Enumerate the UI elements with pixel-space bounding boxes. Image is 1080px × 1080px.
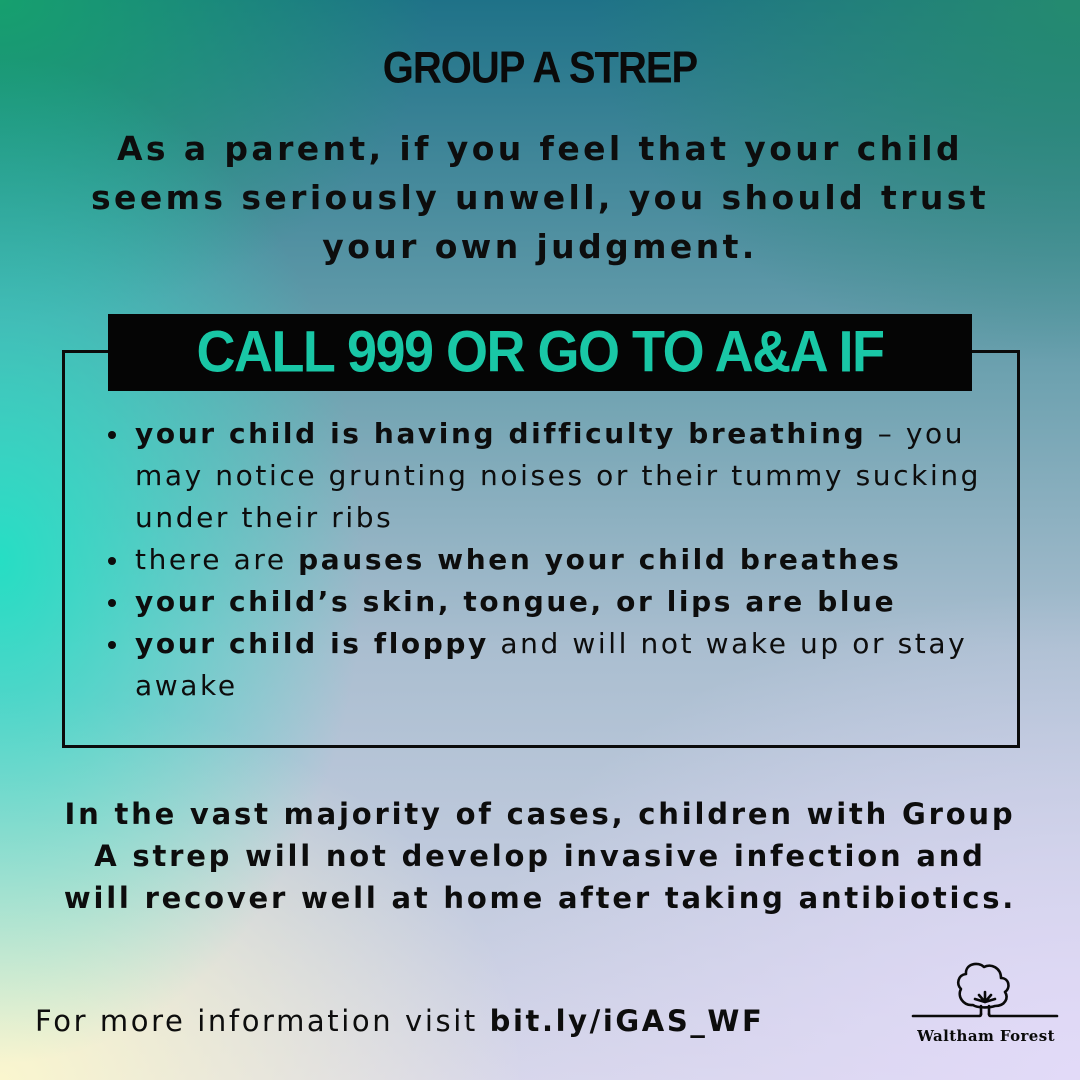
list-item-bold: your child is floppy bbox=[135, 627, 489, 660]
more-info-link[interactable]: bit.ly/iGAS_WF bbox=[489, 1004, 765, 1038]
warning-box-header-text: CALL 999 OR GO TO A&A IF bbox=[196, 319, 884, 385]
list-item bbox=[108, 539, 1008, 581]
page-title: GROUP A STREP bbox=[382, 43, 698, 93]
symptom-list bbox=[108, 413, 1008, 707]
list-item-bold: your child is having difficulty breathing bbox=[135, 417, 867, 450]
list-item-text: and will not wake up or stay awake bbox=[135, 627, 968, 702]
list-item-bold: your child’s skin, tongue, or lips are blue bbox=[135, 585, 897, 618]
list-item bbox=[108, 581, 1008, 623]
list-item-text: – you may notice grunting noises or their tummy sucking under their ribs bbox=[135, 417, 982, 534]
list-item bbox=[108, 413, 1008, 539]
more-info bbox=[35, 1004, 764, 1038]
list-item-text: there are bbox=[135, 543, 299, 576]
warning-box-header bbox=[108, 314, 972, 391]
footnote-text: In the vast majority of cases, children with Group A strep will not develop invasive infection and will recover well at home after taking antibiotics. bbox=[63, 797, 1017, 915]
logo-text: Waltham Forest bbox=[917, 1027, 1055, 1045]
more-info-text: For more information visit bbox=[35, 1004, 490, 1038]
intro-text: As a parent, if you feel that your child seems seriously unwell, you should trust your own judgment. bbox=[91, 129, 989, 266]
list-item bbox=[108, 623, 1008, 707]
list-item-bold: pauses when your child breathes bbox=[298, 543, 902, 576]
